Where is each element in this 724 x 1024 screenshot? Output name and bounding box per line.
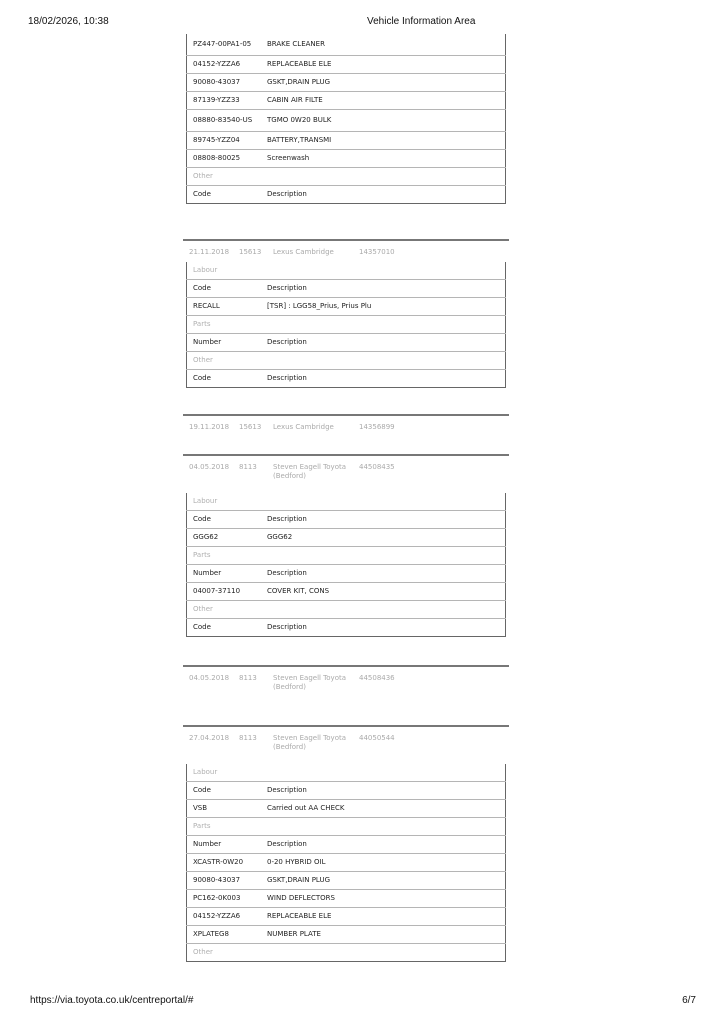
table-row <box>187 529 506 547</box>
part-number: 08808-80025 <box>187 150 262 168</box>
column-header: Description <box>261 565 506 583</box>
part-description: REPLACEABLE ELE <box>261 908 506 926</box>
service-history <box>183 34 509 962</box>
visit-dealer: Steven Eagell Toyota (Bedford) <box>273 674 347 691</box>
section-label-row <box>187 168 506 186</box>
section-label-row <box>187 262 506 280</box>
table-header-row <box>187 836 506 854</box>
column-header: Code <box>187 619 262 637</box>
visit-header <box>183 725 509 764</box>
section-label-row <box>187 818 506 836</box>
part-number: 90080-43037 <box>187 74 262 92</box>
labour-section-label: Labour <box>187 493 506 511</box>
part-number: PC162-0K003 <box>187 890 262 908</box>
part-description: GSKT,DRAIN PLUG <box>261 872 506 890</box>
visit-reference: 44508435 <box>359 463 395 471</box>
visit-job-number: 8113 <box>239 674 257 682</box>
column-header: Number <box>187 334 262 352</box>
column-header: Description <box>261 186 506 204</box>
column-header: Description <box>261 370 506 388</box>
visit-header <box>183 414 509 437</box>
other-section-label: Other <box>187 601 506 619</box>
table-row <box>187 908 506 926</box>
part-number: 08880-83540-US <box>187 110 262 132</box>
print-footer <box>0 995 724 1009</box>
visit-dealer: Lexus Cambridge <box>273 423 334 431</box>
part-description: REPLACEABLE ELE <box>261 56 506 74</box>
print-header <box>0 16 724 30</box>
labour-description: GGG62 <box>261 529 506 547</box>
visit-date: 04.05.2018 <box>189 674 230 682</box>
visit-header <box>183 454 509 493</box>
column-header: Code <box>187 186 262 204</box>
other-section-label: Other <box>187 944 506 962</box>
visit-details-table <box>186 764 506 962</box>
table-row <box>187 872 506 890</box>
table-row <box>187 890 506 908</box>
table-header-row <box>187 186 506 204</box>
visit-job-number: 15613 <box>239 423 262 431</box>
visit-reference: 44508436 <box>359 674 395 682</box>
labour-code: GGG62 <box>187 529 262 547</box>
part-description: TGMO 0W20 BULK <box>261 110 506 132</box>
part-number: 04152-YZZA6 <box>187 908 262 926</box>
visit-reference: 14357010 <box>359 248 395 256</box>
column-header: Description <box>261 836 506 854</box>
column-header: Code <box>187 782 262 800</box>
part-description: BATTERY,TRANSMI <box>261 132 506 150</box>
parts-section-label: Parts <box>187 316 506 334</box>
print-page-title: Vehicle Information Area <box>367 16 476 27</box>
section-label-row <box>187 316 506 334</box>
column-header: Code <box>187 370 262 388</box>
visit-header <box>183 239 509 262</box>
table-header-row <box>187 280 506 298</box>
column-header: Description <box>261 334 506 352</box>
column-header: Description <box>261 280 506 298</box>
table-row <box>187 56 506 74</box>
visit-job-number: 15613 <box>239 248 262 256</box>
part-number: 04007-37110 <box>187 583 262 601</box>
parts-table <box>186 34 506 204</box>
labour-section-label: Labour <box>187 764 506 782</box>
visit-date: 21.11.2018 <box>189 248 230 256</box>
visit-details-table <box>186 493 506 637</box>
visit-date: 19.11.2018 <box>189 423 230 431</box>
visit-reference: 14356899 <box>359 423 395 431</box>
table-row <box>187 298 506 316</box>
labour-code: VSB <box>187 800 262 818</box>
table-header-row <box>187 619 506 637</box>
part-description: Screenwash <box>261 150 506 168</box>
column-header: Number <box>187 836 262 854</box>
labour-description: Carried out AA CHECK <box>261 800 506 818</box>
part-number: 87139-YZZ33 <box>187 92 262 110</box>
table-header-row <box>187 782 506 800</box>
part-description: COVER KIT, CONS <box>261 583 506 601</box>
section-label-row <box>187 352 506 370</box>
section-label-row <box>187 547 506 565</box>
table-row <box>187 92 506 110</box>
labour-description: [TSR] : LGG58_Prius, Prius Plu <box>261 298 506 316</box>
part-number: 04152-YZZA6 <box>187 56 262 74</box>
table-header-row <box>187 565 506 583</box>
visit-details-table <box>186 262 506 388</box>
parts-section-label: Parts <box>187 547 506 565</box>
column-header: Description <box>261 511 506 529</box>
column-header: Code <box>187 511 262 529</box>
column-header: Description <box>261 782 506 800</box>
visit-job-number: 8113 <box>239 463 257 471</box>
page-number: 6/7 <box>682 995 696 1006</box>
part-description: BRAKE CLEANER <box>261 34 506 56</box>
table-row <box>187 854 506 872</box>
visit-date: 04.05.2018 <box>189 463 230 471</box>
table-row <box>187 800 506 818</box>
table-row <box>187 74 506 92</box>
part-number: 90080-43037 <box>187 872 262 890</box>
part-number: PZ447-00PA1-05 <box>187 34 262 56</box>
other-section-label: Other <box>187 352 506 370</box>
visit-reference: 44050544 <box>359 734 395 742</box>
visit-date: 27.04.2018 <box>189 734 230 742</box>
part-description: NUMBER PLATE <box>261 926 506 944</box>
visit-header <box>183 665 509 704</box>
part-description: 0-20 HYBRID OIL <box>261 854 506 872</box>
part-number: XCASTR-0W20 <box>187 854 262 872</box>
visit-job-number: 8113 <box>239 734 257 742</box>
other-section-label: Other <box>187 168 506 186</box>
section-label-row <box>187 601 506 619</box>
section-label-row <box>187 764 506 782</box>
table-row <box>187 110 506 132</box>
table-header-row <box>187 511 506 529</box>
labour-code: RECALL <box>187 298 262 316</box>
print-datetime: 18/02/2026, 10:38 <box>28 16 109 27</box>
visit-dealer: Steven Eagell Toyota (Bedford) <box>273 734 347 751</box>
part-description: WIND DEFLECTORS <box>261 890 506 908</box>
part-number: XPLATEG8 <box>187 926 262 944</box>
section-label-row <box>187 493 506 511</box>
table-row <box>187 583 506 601</box>
visit-dealer: Lexus Cambridge <box>273 248 334 256</box>
print-url: https://via.toyota.co.uk/centreportal/# <box>30 995 194 1006</box>
parts-section-label: Parts <box>187 818 506 836</box>
part-description: CABIN AIR FILTE <box>261 92 506 110</box>
table-header-row <box>187 370 506 388</box>
table-row <box>187 34 506 56</box>
column-header: Number <box>187 565 262 583</box>
table-row <box>187 150 506 168</box>
column-header: Code <box>187 280 262 298</box>
table-row <box>187 132 506 150</box>
labour-section-label: Labour <box>187 262 506 280</box>
visit-dealer: Steven Eagell Toyota (Bedford) <box>273 463 347 480</box>
part-description: GSKT,DRAIN PLUG <box>261 74 506 92</box>
column-header: Description <box>261 619 506 637</box>
table-row <box>187 926 506 944</box>
section-label-row <box>187 944 506 962</box>
part-number: 89745-YZZ04 <box>187 132 262 150</box>
table-header-row <box>187 334 506 352</box>
